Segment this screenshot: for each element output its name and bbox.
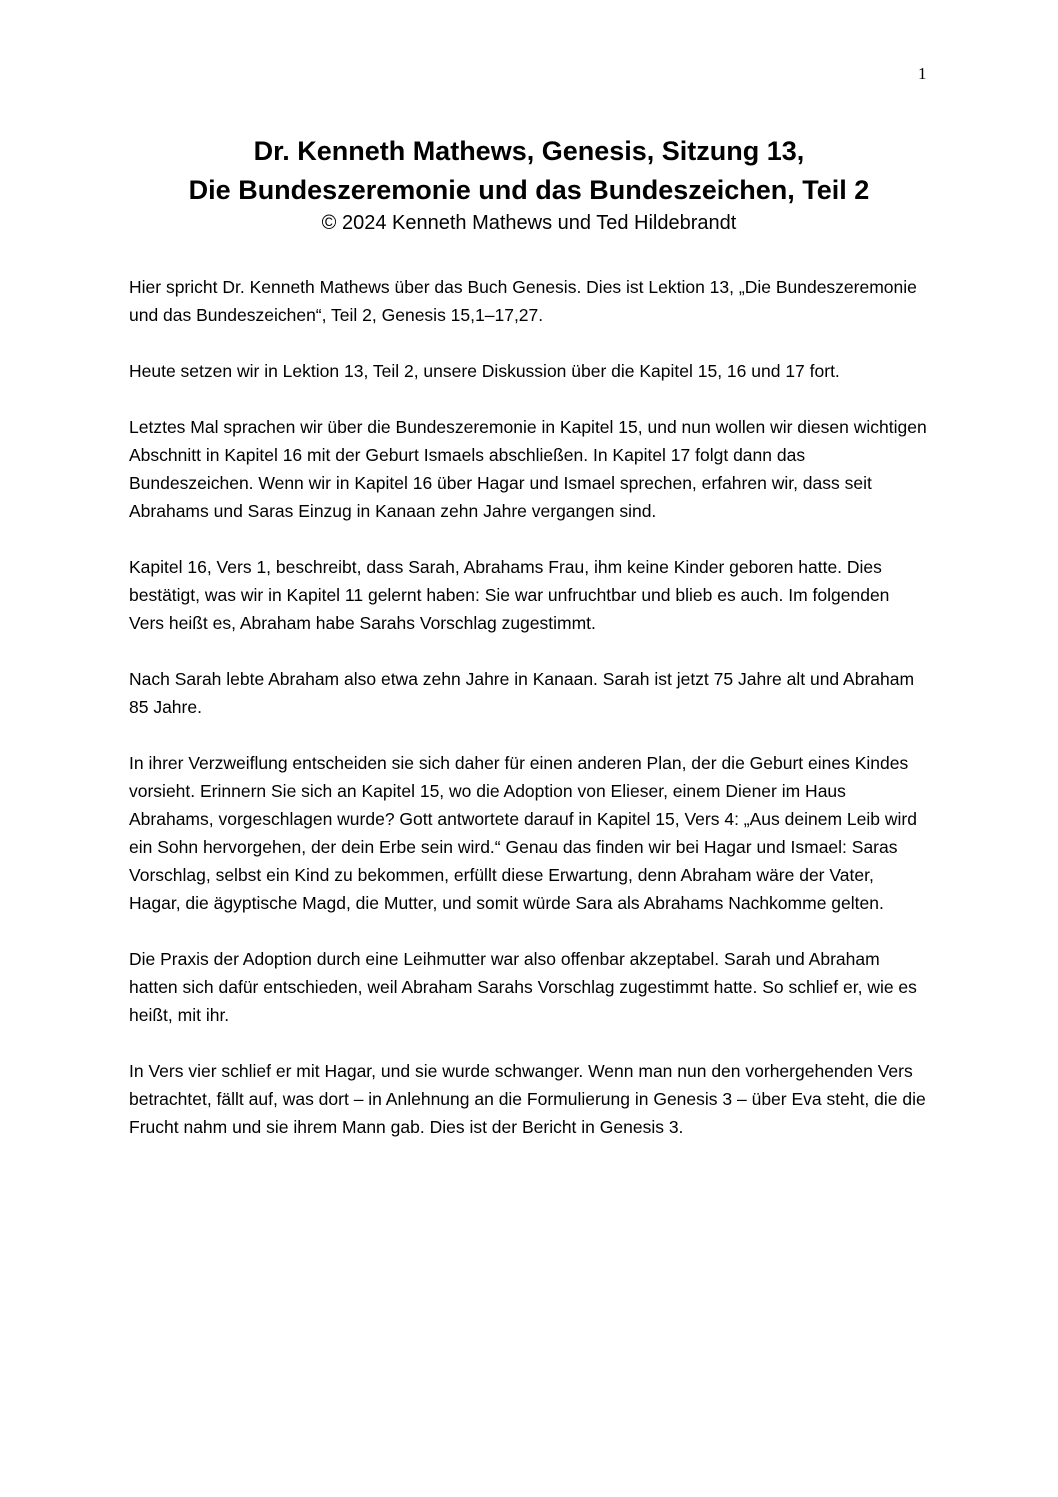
paragraph: Hier spricht Dr. Kenneth Mathews über das Buch Genesis. Dies ist Lektion 13, „Die Bundeszeremonie und das Bundeszeichen“, Teil 2, Genesis 15,1–17,27. xyxy=(129,277,917,325)
paragraph: Kapitel 16, Vers 1, beschreibt, dass Sarah, Abrahams Frau, ihm keine Kinder geboren hatte. Dies bestätigt, was wir in Kapitel 11 gelernt haben: Sie war unfruchtbar und blieb es auch. Im folgenden Vers heißt es, Abraham habe Sarahs Vorschlag zugestimmt. xyxy=(129,557,890,633)
paragraph: Letztes Mal sprachen wir über die Bundeszeremonie in Kapitel 15, und nun wollen wir diesen wichtigen Abschnitt in Kapitel 16 mit der Geburt Ismaels abschließen. In Kapitel 17 folgt dann das Bundeszeichen. Wenn wir in Kapitel 16 über Hagar und Ismael sprechen, erfahren wir, dass seit Abrahams und Saras Einzug in Kanaan zehn Jahre vergangen sind. xyxy=(129,417,927,521)
document-title-line-2: Die Bundeszeremonie und das Bundeszeichen, Teil 2 xyxy=(188,175,870,205)
paragraph: Die Praxis der Adoption durch eine Leihmutter war also offenbar akzeptabel. Sarah und Abraham hatten sich dafür entschieden, weil Abraham Sarahs Vorschlag zugestimmt hatte. So schlief er, wie es heißt, mit ihr. xyxy=(129,949,917,1025)
document-body xyxy=(129,273,929,1141)
document-header xyxy=(0,132,1058,236)
page-number: 1 xyxy=(918,64,927,83)
paragraph: Heute setzen wir in Lektion 13, Teil 2, unsere Diskussion über die Kapitel 15, 16 und 17 fort. xyxy=(129,361,840,381)
copyright-line: © 2024 Kenneth Mathews und Ted Hildebrandt xyxy=(321,212,737,234)
paragraph: In ihrer Verzweiflung entscheiden sie sich daher für einen anderen Plan, der die Geburt eines Kindes vorsieht. Erinnern Sie sich an Kapitel 15, wo die Adoption von Elieser, einem Diener im Haus Abrahams, vorgeschlagen wurde? Gott antwortete darauf in Kapitel 15, Vers 4: „Aus deinem Leib wird ein Sohn hervorgehen, der dein Erbe sein wird.“ Genau das finden wir bei Hagar und Ismael: Saras Vorschlag, selbst ein Kind zu bekommen, erfüllt diese Erwartung, denn Abraham wäre der Vater, Hagar, die ägyptische Magd, die Mutter, und somit würde Sara als Abrahams Nachkomme gelten. xyxy=(129,753,917,913)
paragraph: In Vers vier schlief er mit Hagar, und sie wurde schwanger. Wenn man nun den vorhergehenden Vers betrachtet, fällt auf, was dort – in Anlehnung an die Formulierung in Genesis 3 – über Eva steht, die die Frucht nahm und sie ihrem Mann gab. Dies ist der Bericht in Genesis 3. xyxy=(129,1061,926,1137)
document-title-line-1: Dr. Kenneth Mathews, Genesis, Sitzung 13, xyxy=(253,136,805,166)
paragraph: Nach Sarah lebte Abraham also etwa zehn Jahre in Kanaan. Sarah ist jetzt 75 Jahre alt und Abraham 85 Jahre. xyxy=(129,669,915,717)
